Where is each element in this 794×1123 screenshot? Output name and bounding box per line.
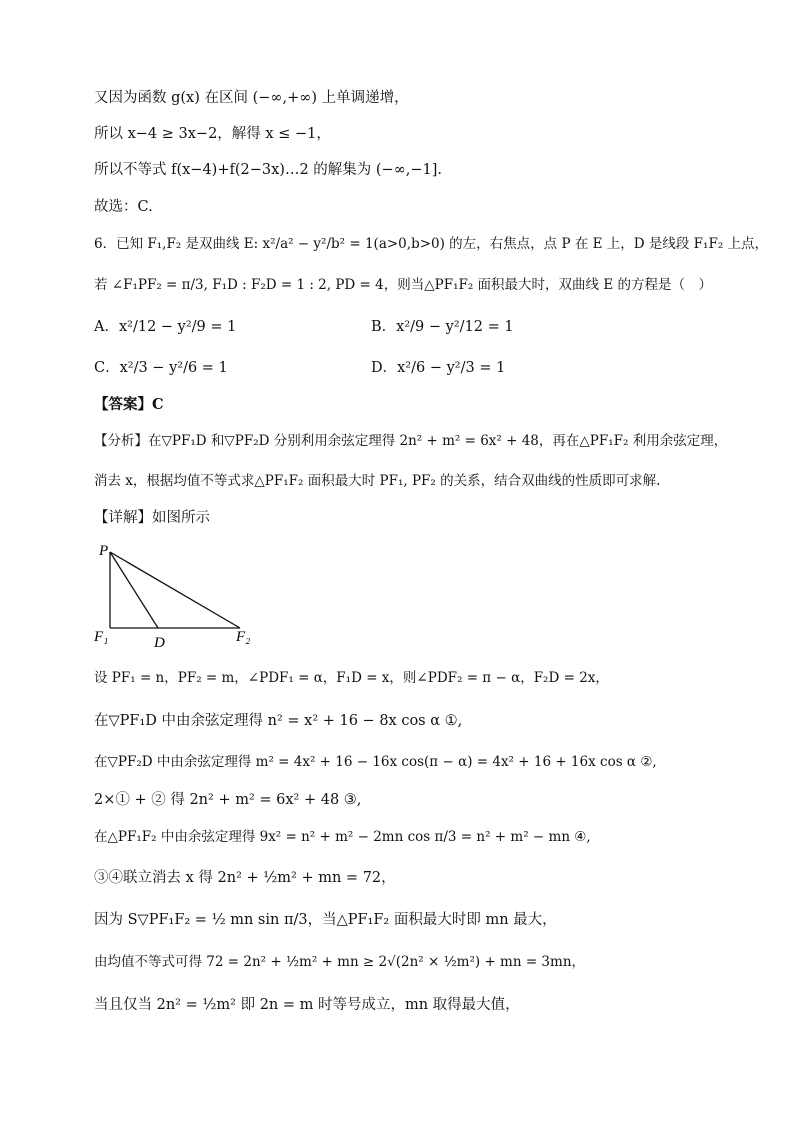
step-1: 设 PF₁ = n，PF₂ = m，∠PDF₁ = α，F₁D = x，则∠PDF₂ = π − α，F₂D = 2x，: [94, 670, 609, 686]
triangle-figure: [90, 540, 260, 650]
detail-header: 【详解】如图所示: [94, 510, 210, 526]
step-6: ③④联立消去 x 得 2n² + ½m² + mn = 72，: [94, 870, 396, 886]
option-b: B．x²/9 − y²/12 = 1: [371, 319, 514, 335]
line-3: 所以不等式 f(x−4)+f(2−3x)…2 的解集为 (−∞,−1].: [94, 162, 443, 178]
segment-pf2: [110, 552, 240, 628]
label-f2: F₂: [236, 629, 251, 645]
label-p: P: [99, 543, 109, 559]
line-4: 故选：C.: [94, 199, 153, 215]
label-d: D: [154, 635, 165, 650]
question-6-condition: 若 ∠F₁PF₂ = π/3, F₁D : F₂D = 1 : 2, PD = 4，则当△PF₁F₂ 面积最大时，双曲线 E 的方程是（ ）: [94, 277, 712, 293]
step-8: 由均值不等式可得 72 = 2n² + ½m² + mn ≥ 2√(2n² × ½m²) + mn = 3mn，: [94, 954, 586, 970]
analysis-line-2: 消去 x，根据均值不等式求△PF₁F₂ 面积最大时 PF₁, PF₂ 的关系，结合双曲线的性质即可求解.: [94, 473, 661, 489]
answer: 【答案】C: [94, 396, 164, 413]
option-c: C．x²/3 − y²/6 = 1: [94, 360, 228, 376]
line-2: 所以 x−4 ≥ 3x−2，解得 x ≤ −1，: [94, 126, 331, 142]
step-5: 在△PF₁F₂ 中由余弦定理得 9x² = n² + m² − 2mn cos π/3 = n² + m² − mn ④,: [94, 829, 591, 845]
step-2: 在▽PF₁D 中由余弦定理得 n² = x² + 16 − 8x cos α ①,: [94, 713, 463, 729]
option-d: D．x²/6 − y²/3 = 1: [371, 360, 506, 376]
step-4: 2×① + ② 得 2n² + m² = 6x² + 48 ③,: [94, 792, 362, 808]
question-6-stem: 6．已知 F₁,F₂ 是双曲线 E: x²/a² − y²/b² = 1(a>0,b>0) 的左，右焦点，点 P 在 E 上，D 是线段 F₁F₂ 上点，: [94, 236, 769, 252]
step-3: 在▽PF₂D 中由余弦定理得 m² = 4x² + 16 − 16x cos(π − α) = 4x² + 16 + 16x cos α ②,: [94, 754, 657, 770]
option-a: A．x²/12 − y²/9 = 1: [94, 319, 237, 335]
label-f1: F₁: [94, 629, 109, 645]
segment-pd: [110, 552, 158, 628]
step-7: 因为 S▽PF₁F₂ = ½ mn sin π/3，当△PF₁F₂ 面积最大时即 mn 最大，: [94, 912, 557, 928]
analysis-line-1: 【分析】在▽PF₁D 和▽PF₂D 分别利用余弦定理得 2n² + m² = 6x² + 48，再在△PF₁F₂ 利用余弦定理，: [94, 433, 728, 449]
line-1: 又因为函数 g(x) 在区间 (−∞,+∞) 上单调递增，: [94, 90, 409, 106]
step-9: 当且仅当 2n² = ½m² 即 2n = m 时等号成立，mn 取得最大值，: [94, 997, 520, 1013]
